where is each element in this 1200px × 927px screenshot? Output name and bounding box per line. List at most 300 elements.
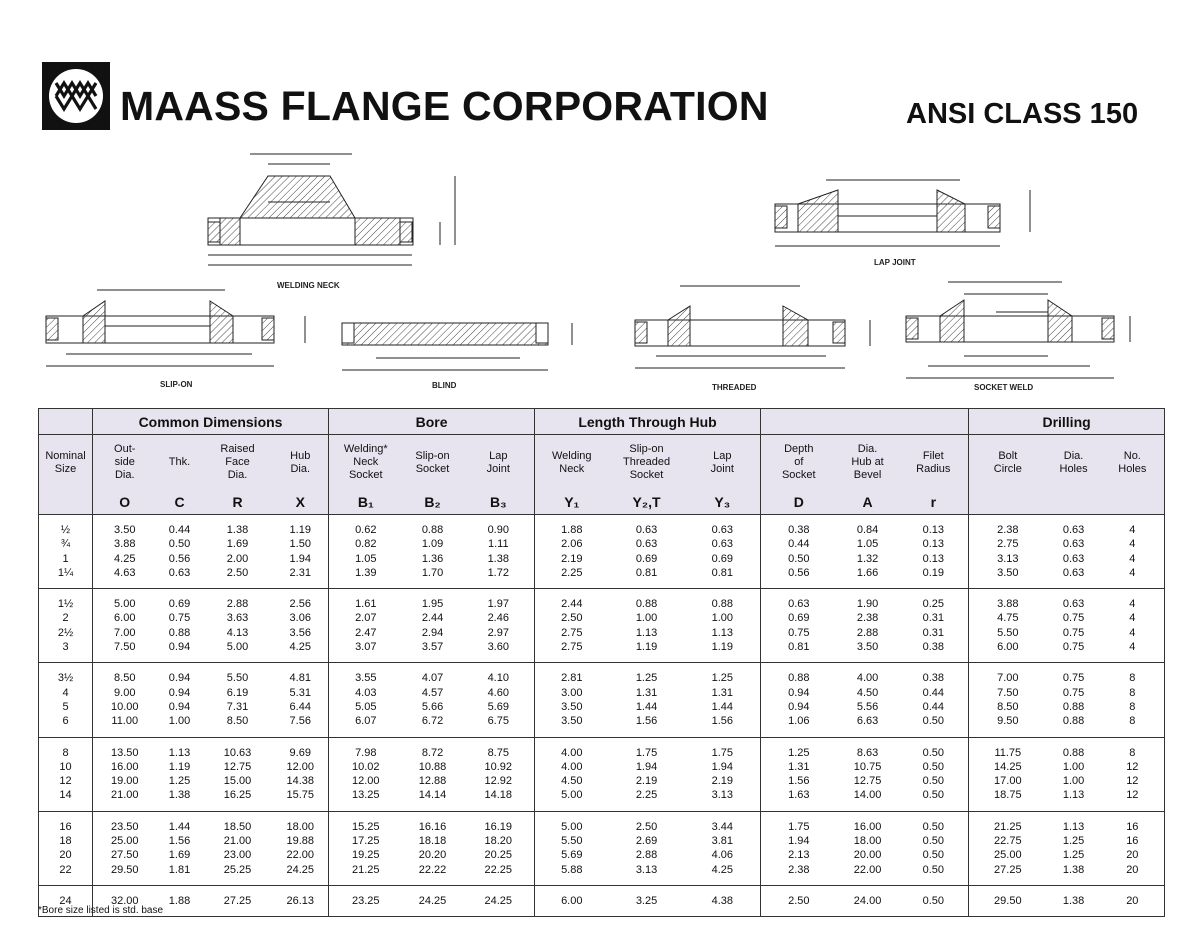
table-cell: 3.13	[711, 789, 733, 802]
table-cell: 20.20	[418, 849, 447, 862]
table-cell-stack	[685, 885, 761, 916]
table-cell: 3.88	[114, 538, 136, 551]
table-cell-stack	[899, 589, 969, 663]
table-cell: 5.69	[561, 849, 583, 862]
company-name: MAASS FLANGE CORPORATION	[120, 83, 769, 129]
table-cell: 1.05	[355, 552, 377, 565]
table-cell: 2	[62, 612, 69, 625]
column-symbol-13: r	[899, 490, 969, 515]
table-cell: 4	[1129, 552, 1136, 565]
table-cell: 1.09	[421, 538, 444, 551]
table-cell-stack	[1047, 737, 1101, 811]
table-cell: 1.31	[635, 686, 658, 699]
table-cell: 1.05	[856, 538, 879, 551]
table-cell-stack	[403, 811, 463, 885]
table-cell-stack	[93, 515, 157, 589]
table-cell: 1½	[57, 598, 74, 611]
table-cell: 0.81	[711, 566, 733, 579]
table-cell: 3.13	[997, 552, 1019, 565]
table-cell: 26.13	[286, 894, 315, 907]
table-cell: 24.25	[418, 894, 447, 907]
column-symbol-7: B₃	[463, 490, 535, 515]
table-cell: 29.50	[994, 894, 1022, 907]
table-cell: 24.25	[286, 863, 315, 876]
table-cell-stack	[203, 811, 273, 885]
ansi-150-dimension-table	[38, 408, 1165, 917]
table-cell-stack	[1101, 737, 1165, 811]
table-cell: 15.75	[286, 789, 315, 802]
table-cell: 0.62	[355, 524, 377, 536]
table-cell: 0.94	[788, 686, 810, 699]
table-cell: 23.25	[352, 894, 380, 907]
table-cell: 20.25	[484, 849, 513, 862]
table-cell: 3.60	[487, 641, 509, 654]
table-cell-stack	[157, 589, 203, 663]
table-cell-stack	[157, 663, 203, 737]
table-cell: 5.00	[561, 789, 583, 802]
column-symbol-5: B₁	[329, 490, 403, 515]
table-cell: 21.25	[994, 820, 1022, 833]
table-cell: 0.56	[168, 552, 191, 565]
column-header-10: Lap Joint	[685, 435, 761, 491]
table-cell: 12	[1126, 775, 1139, 788]
table-cell: 3.06	[289, 612, 311, 625]
group-length-through-hub: Length Through Hub	[535, 409, 761, 435]
table-cell: 2.19	[635, 775, 658, 788]
table-cell: 8.63	[856, 746, 879, 759]
table-cell: 0.44	[168, 524, 191, 536]
table-cell: 4.25	[289, 641, 311, 654]
table-cell: 12.75	[853, 775, 882, 788]
table-cell: 0.50	[922, 775, 945, 788]
table-cell: 5.66	[421, 700, 444, 713]
table-cell-stack	[463, 589, 535, 663]
table-cell: 4.13	[226, 626, 249, 639]
table-cell: 0.94	[788, 700, 810, 713]
column-header-9: Slip-on Threaded Socket	[609, 435, 685, 491]
table-cell: 0.88	[1062, 746, 1085, 759]
table-cell: 22.25	[484, 863, 513, 876]
table-cell: 7.00	[114, 626, 136, 639]
table-cell: 0.13	[922, 538, 945, 551]
column-symbol-14	[969, 490, 1047, 515]
table-cell: 0.13	[922, 524, 945, 536]
table-cell: 4.00	[856, 672, 879, 685]
table-cell: 1.11	[487, 538, 509, 551]
table-cell: 2.19	[711, 775, 733, 788]
table-cell: 8.50	[114, 672, 136, 685]
table-cell: 3.56	[289, 626, 311, 639]
table-cell: 0.88	[788, 672, 810, 685]
table-cell: 4	[1129, 524, 1136, 536]
table-cell: 4.38	[711, 894, 733, 907]
table-cell: 11.00	[111, 715, 139, 728]
table-cell: 0.63	[1062, 538, 1085, 551]
column-symbol-4: X	[273, 490, 329, 515]
table-cell: 1.25	[635, 672, 658, 685]
table-cell: 22.22	[418, 863, 447, 876]
column-header-11: Depth of Socket	[761, 435, 837, 491]
table-cell: 0.50	[922, 789, 945, 802]
table-cell: 16.00	[110, 760, 139, 773]
table-row-group	[39, 737, 1165, 811]
table-cell: 4.63	[114, 566, 136, 579]
table-cell-stack	[403, 737, 463, 811]
column-header-3: Raised Face Dia.	[203, 435, 273, 491]
table-cell: 3.44	[711, 820, 733, 833]
table-cell: 12	[1126, 789, 1139, 802]
column-header-15: Dia. Holes	[1047, 435, 1101, 491]
table-cell-stack	[463, 737, 535, 811]
table-cell: 11.75	[994, 746, 1022, 759]
table-cell: 0.94	[168, 672, 191, 685]
table-cell: 12.00	[352, 775, 380, 788]
table-cell: 1.19	[168, 760, 191, 773]
maass-wm-logo-icon	[42, 62, 110, 130]
table-cell: 9.69	[289, 746, 311, 759]
table-cell: 4.60	[487, 686, 509, 699]
table-cell: 5.88	[561, 863, 583, 876]
table-row-group	[39, 515, 1165, 589]
table-cell-stack	[761, 663, 837, 737]
table-cell: 27.25	[223, 894, 252, 907]
table-cell: 2.25	[635, 789, 658, 802]
table-cell: 6.19	[226, 686, 249, 699]
table-cell: 2.25	[561, 566, 583, 579]
socket-weld-label: SOCKET WELD	[974, 383, 1034, 392]
table-cell: 0.50	[922, 746, 945, 759]
table-cell-stack	[837, 885, 899, 916]
table-body	[39, 515, 1165, 917]
table-cell: 1.13	[711, 626, 733, 639]
table-cell: 27.25	[994, 863, 1022, 876]
table-cell: 14.00	[853, 789, 882, 802]
table-cell-stack	[273, 885, 329, 916]
table-cell: 0.50	[922, 715, 945, 728]
table-cell: 12.75	[223, 760, 252, 773]
column-header-1: Out- side Dia.	[93, 435, 157, 491]
table-cell: 2.38	[856, 612, 879, 625]
table-cell-stack	[93, 589, 157, 663]
table-cell: 0.63	[1062, 566, 1085, 579]
table-cell: 5.05	[355, 700, 377, 713]
table-cell-stack	[837, 737, 899, 811]
table-cell: 3.50	[856, 641, 879, 654]
table-cell-stack	[899, 737, 969, 811]
table-cell: 1.81	[168, 863, 191, 876]
lap-joint-label: LAP JOINT	[874, 258, 916, 267]
table-cell: 0.50	[922, 835, 945, 848]
table-row-group	[39, 663, 1165, 737]
table-cell-stack	[403, 663, 463, 737]
table-cell: 0.50	[922, 760, 945, 773]
table-cell: 1.38	[1062, 894, 1085, 907]
table-cell: 4.25	[114, 552, 136, 565]
table-cell: 1.44	[635, 700, 658, 713]
table-cell: 0.94	[168, 641, 191, 654]
table-cell: 1.66	[856, 566, 879, 579]
table-cell: 1.56	[788, 775, 810, 788]
table-cell: 0.63	[168, 566, 191, 579]
table-cell: 6.00	[997, 641, 1019, 654]
column-symbol-16	[1101, 490, 1165, 515]
table-cell: 8	[1129, 746, 1136, 759]
table-cell: 16.25	[223, 789, 252, 802]
table-cell: 12	[1126, 760, 1139, 773]
table-cell: 0.63	[1062, 598, 1085, 611]
table-cell: 1.13	[168, 746, 191, 759]
table-cell: 4.03	[355, 686, 377, 699]
table-cell: 8	[1129, 686, 1136, 699]
table-cell: 4	[1129, 538, 1136, 551]
table-cell: 0.50	[788, 552, 810, 565]
table-cell-stack	[1101, 663, 1165, 737]
table-cell: 3.63	[226, 612, 249, 625]
table-cell-stack	[203, 515, 273, 589]
table-cell-stack	[685, 589, 761, 663]
table-cell: 24	[59, 894, 72, 907]
table-cell-stack	[1101, 589, 1165, 663]
table-cell: 5.50	[997, 626, 1019, 639]
table-cell: 19.25	[352, 849, 380, 862]
table-cell-stack	[535, 663, 609, 737]
table-cell: 1.13	[635, 626, 658, 639]
column-symbol-6: B₂	[403, 490, 463, 515]
table-cell: 1.97	[487, 598, 509, 611]
table-cell: 0.94	[168, 686, 191, 699]
table-cell: 3.25	[635, 894, 658, 907]
table-cell-stack	[609, 885, 685, 916]
table-cell-stack	[329, 885, 403, 916]
table-cell-stack	[403, 589, 463, 663]
table-cell: 4.06	[711, 849, 733, 862]
table-cell-stack	[685, 811, 761, 885]
table-cell: 0.75	[168, 612, 191, 625]
table-cell: 4.25	[711, 863, 733, 876]
table-cell: 2.88	[635, 849, 658, 862]
table-cell: 2.94	[421, 626, 444, 639]
table-cell: 1.32	[856, 552, 879, 565]
table-cell: 15.00	[223, 775, 252, 788]
table-cell: 8.75	[487, 746, 509, 759]
slip-on-drawing	[46, 290, 305, 366]
table-cell: 0.63	[1062, 552, 1085, 565]
table-cell: 7.31	[226, 700, 249, 713]
table-cell: 13.25	[352, 789, 380, 802]
table-cell: 1.38	[1062, 863, 1085, 876]
table-cell: 2.56	[289, 598, 311, 611]
table-cell: 14.38	[286, 775, 315, 788]
table-cell: 2.46	[487, 612, 509, 625]
table-cell-stack	[1047, 663, 1101, 737]
table-cell: 0.63	[635, 538, 658, 551]
table-cell: 1.13	[1062, 789, 1085, 802]
table-cell: 0.31	[922, 626, 945, 639]
table-cell-stack	[273, 737, 329, 811]
table-cell: 27.50	[110, 849, 139, 862]
table-cell-stack	[609, 663, 685, 737]
table-cell-stack	[609, 811, 685, 885]
table-cell: 14	[59, 789, 72, 802]
table-cell: 1.25	[1062, 835, 1085, 848]
table-cell: 0.75	[1062, 612, 1085, 625]
table-cell: 4.57	[421, 686, 444, 699]
table-cell: 0.25	[922, 598, 945, 611]
table-cell-stack	[329, 663, 403, 737]
table-cell: 4.00	[561, 760, 583, 773]
table-cell: 0.88	[1062, 715, 1085, 728]
table-cell: 2.31	[289, 566, 311, 579]
table-cell: 8	[1129, 700, 1136, 713]
table-cell: 0.81	[788, 641, 810, 654]
table-cell: 16	[1126, 835, 1139, 848]
table-cell-stack	[157, 885, 203, 916]
table-cell: 1.38	[226, 524, 249, 536]
table-cell: 22	[59, 863, 72, 876]
table-cell: 13.50	[110, 746, 139, 759]
column-header-16: No. Holes	[1101, 435, 1165, 491]
table-cell: 12.92	[484, 775, 513, 788]
table-cell: 1¼	[57, 566, 74, 579]
table-cell-stack	[837, 663, 899, 737]
table-cell: 5.50	[226, 672, 249, 685]
table-cell-stack	[899, 885, 969, 916]
table-cell-stack	[203, 663, 273, 737]
column-symbol-row	[39, 490, 1165, 515]
table-cell: 2.50	[635, 820, 658, 833]
table-cell-stack	[535, 515, 609, 589]
table-cell: 1.75	[711, 746, 733, 759]
table-cell: 10.92	[484, 760, 513, 773]
table-cell-stack	[403, 515, 463, 589]
table-cell: 2.88	[226, 598, 249, 611]
table-row-group	[39, 811, 1165, 885]
table-cell: 7.50	[114, 641, 136, 654]
welding-neck-drawing	[208, 154, 455, 265]
table-cell: 14.18	[484, 789, 513, 802]
table-cell: 10.02	[352, 760, 380, 773]
table-cell: 5.00	[226, 641, 249, 654]
table-cell: 18.50	[223, 820, 252, 833]
table-cell-stack	[837, 589, 899, 663]
table-cell: 0.88	[1062, 700, 1085, 713]
table-cell: 2.00	[226, 552, 249, 565]
table-cell: 0.50	[922, 849, 945, 862]
table-cell: 25.00	[110, 835, 139, 848]
table-cell: 8.72	[421, 746, 444, 759]
table-cell-stack	[609, 589, 685, 663]
table-cell-stack	[609, 515, 685, 589]
table-cell: 19.00	[110, 775, 139, 788]
table-cell: 1.39	[355, 566, 377, 579]
table-cell: 0.94	[168, 700, 191, 713]
column-header-13: Filet Radius	[899, 435, 969, 491]
table-cell: 1.70	[421, 566, 444, 579]
table-cell: 3.57	[421, 641, 444, 654]
table-cell: 7.00	[997, 672, 1019, 685]
table-cell: 18.00	[853, 835, 882, 848]
table-cell: 1.94	[635, 760, 658, 773]
table-cell: 32.00	[110, 894, 139, 907]
table-cell-stack	[39, 515, 93, 589]
table-cell: 2.19	[561, 552, 583, 565]
table-cell: 1.56	[168, 835, 191, 848]
table-cell: 1.94	[788, 835, 810, 848]
table-cell: 0.50	[168, 538, 191, 551]
group-drilling: Drilling	[969, 409, 1165, 435]
table-cell: 1.00	[1062, 760, 1085, 773]
table-cell-stack	[39, 811, 93, 885]
table-cell: 7.50	[997, 686, 1019, 699]
table-cell: 1.69	[168, 849, 191, 862]
table-cell-stack	[685, 663, 761, 737]
table-cell: 9.50	[997, 715, 1019, 728]
table-cell: 2.13	[788, 849, 810, 862]
column-symbol-11: D	[761, 490, 837, 515]
group-header-row	[39, 409, 1165, 435]
table-cell: 2.38	[788, 863, 810, 876]
flange-drawings	[0, 140, 1200, 402]
table-cell-stack	[203, 589, 273, 663]
table-cell: 20	[1126, 894, 1139, 907]
table-cell: 2.50	[561, 612, 583, 625]
table-cell: 2.50	[788, 894, 810, 907]
table-cell-stack	[403, 885, 463, 916]
table-cell: 10.75	[853, 760, 882, 773]
table-cell: ½	[60, 524, 71, 536]
table-cell: 18.00	[286, 820, 315, 833]
table-cell: 0.69	[788, 612, 810, 625]
table-cell: 1.88	[561, 524, 583, 536]
table-cell-stack	[93, 663, 157, 737]
table-cell: 1.69	[226, 538, 249, 551]
table-cell: 2.47	[355, 626, 377, 639]
table-cell: 0.69	[168, 598, 191, 611]
table-cell: 0.63	[635, 524, 658, 536]
table-cell: 1.00	[1062, 775, 1085, 788]
table-cell: 2.44	[561, 598, 583, 611]
table-cell: 8.50	[997, 700, 1019, 713]
table-cell: 0.75	[788, 626, 810, 639]
table-cell-stack	[329, 811, 403, 885]
table-cell: 1.06	[788, 715, 810, 728]
table-cell: 2.69	[635, 835, 658, 848]
table-cell: 5.50	[561, 835, 583, 848]
column-header-2: Thk.	[157, 435, 203, 491]
column-symbol-15	[1047, 490, 1101, 515]
table-cell: 23.50	[110, 820, 139, 833]
table-cell: 1.19	[711, 641, 733, 654]
table-cell: 10	[59, 760, 72, 773]
table-cell: 21.25	[352, 863, 380, 876]
column-symbol-0	[39, 490, 93, 515]
table-cell: 5.31	[289, 686, 311, 699]
table-cell-stack	[463, 811, 535, 885]
column-header-4: Hub Dia.	[273, 435, 329, 491]
table-cell: 3.50	[997, 566, 1019, 579]
table-cell: 10.00	[110, 700, 139, 713]
table-cell-stack	[535, 737, 609, 811]
table-cell: 8	[62, 746, 69, 759]
table-cell: 0.69	[711, 552, 733, 565]
table-cell: 20	[59, 849, 72, 862]
table-cell: 18.75	[994, 789, 1022, 802]
table-cell: 2.88	[856, 626, 879, 639]
table-cell: 1.88	[168, 894, 191, 907]
table-cell: ¾	[60, 538, 71, 551]
table-cell-stack	[1047, 589, 1101, 663]
column-label-row	[39, 435, 1165, 491]
